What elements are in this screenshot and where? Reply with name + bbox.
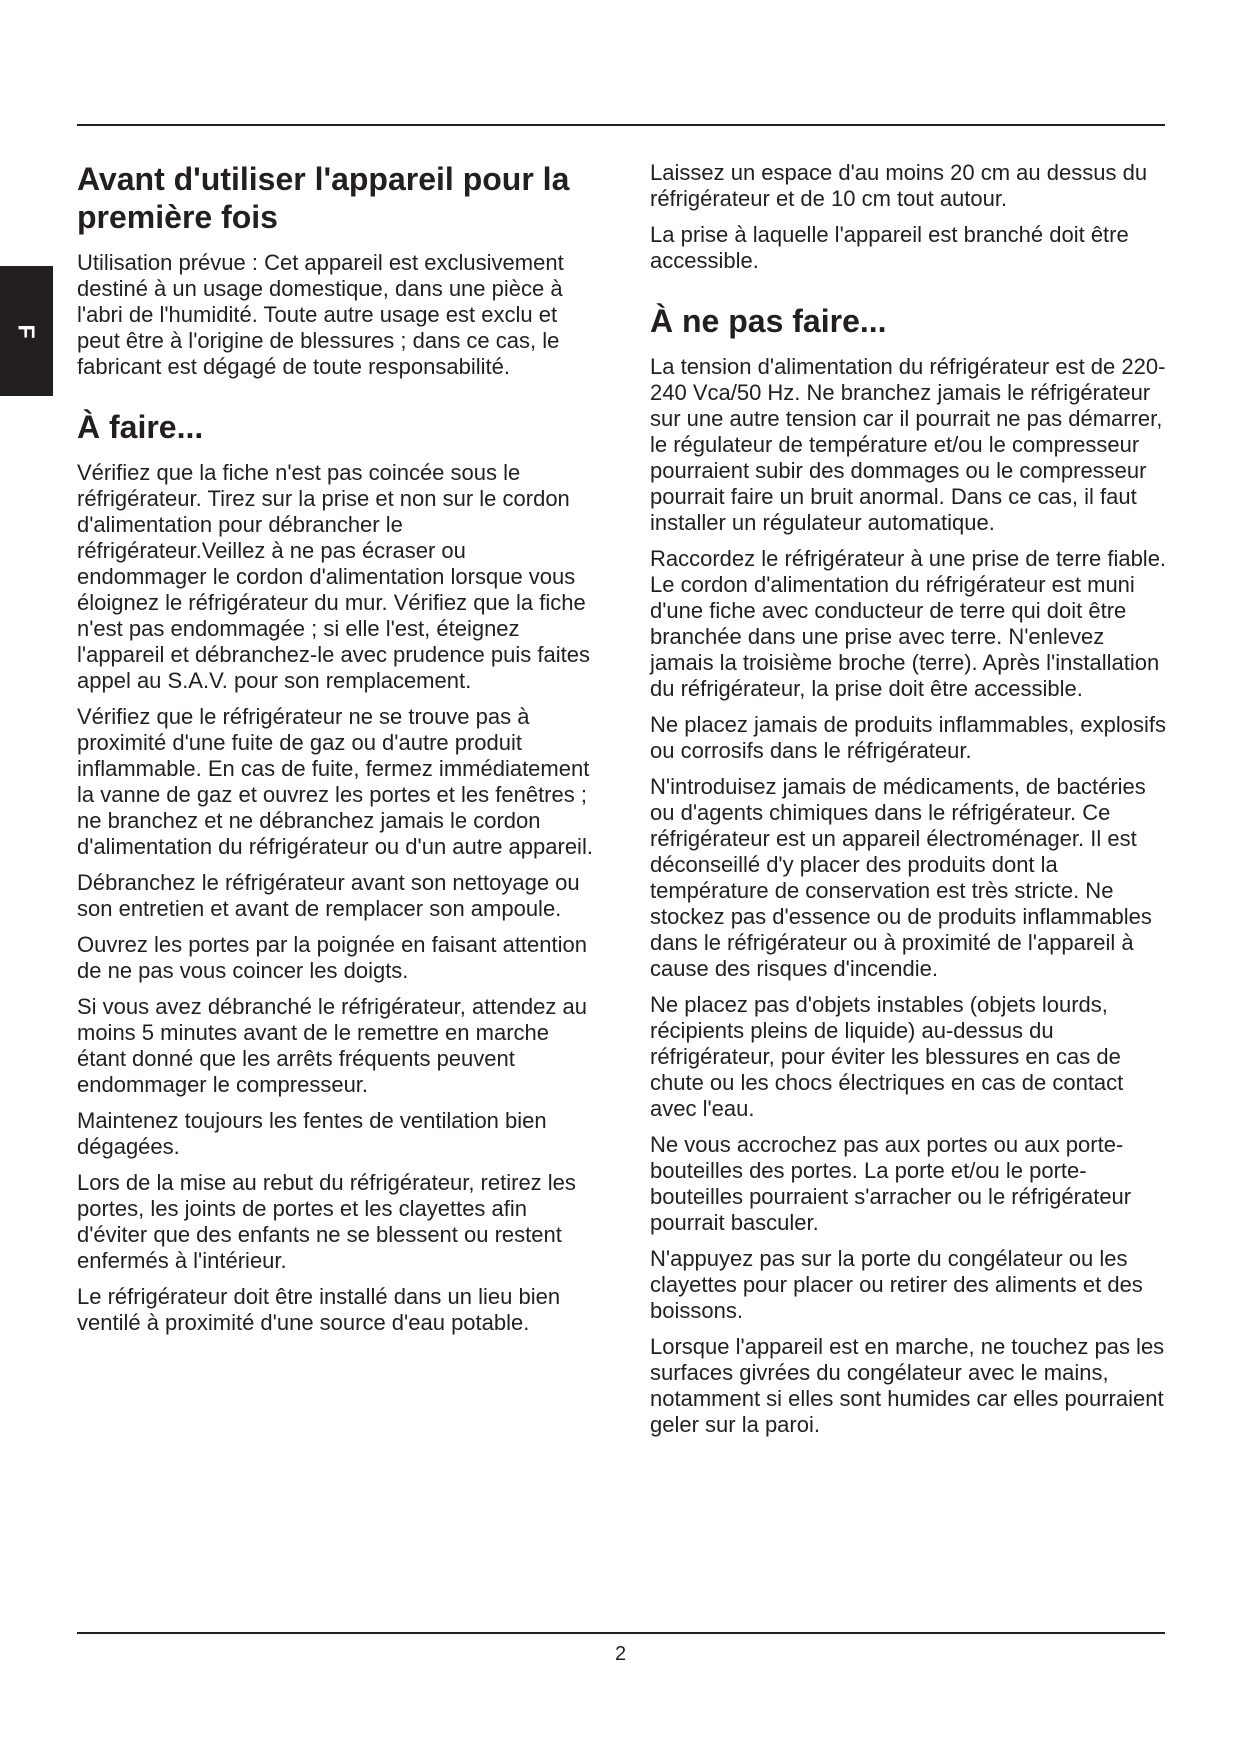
section-title-before-first-use: Avant d'utiliser l'appareil pour la première fois [77, 161, 570, 235]
donts-paragraph: N'introduisez jamais de médicaments, de bactéries ou d'agents chimiques dans le réfrigérateur. Ce réfrigérateur est un appareil électroménager. Il est déconseillé d'y placer des produits dont la température de conservation est très stricte. Ne stockez pas d'essence ou de produits inflammables dans le réfrigérateur ou à proximité de l'appareil à cause des risques d'incendie. [650, 774, 1152, 981]
dos-paragraph: Le réfrigérateur doit être installé dans un lieu bien ventilé à proximité d'une source d'eau potable. [77, 1284, 561, 1335]
donts-paragraph: La tension d'alimentation du réfrigérateur est de 220-240 Vca/50 Hz. Ne branchez jamais le réfrigérateur sur une autre tension car il pourrait ne pas démarrer, le régulateur de température et/ou le compresseur pourraient subir des dommages ou le compresseur pourrait faire un bruit anormal. Dans ce cas, il faut installer un régulateur automatique. [650, 354, 1166, 535]
donts-paragraph: Ne placez pas d'objets instables (objets lourds, récipients pleins de liquide) au-dessus du réfrigérateur, pour éviter les blessures en cas de chute ou les chocs électriques en cas de contact avec l'eau. [650, 992, 1124, 1121]
dos-paragraph: Lors de la mise au rebut du réfrigérateur, retirez les portes, les joints de portes et les clayettes afin d'éviter que des enfants ne se blessent ou restent enfermés à l'intérieur. [77, 1170, 576, 1273]
language-tab [0, 266, 53, 396]
footer-rule [77, 1632, 1165, 1634]
right-column [650, 160, 1170, 1448]
donts-paragraph: Ne placez jamais de produits inflammables, explosifs ou corrosifs dans le réfrigérateur. [650, 712, 1167, 763]
donts-paragraph: Ne vous accrochez pas aux portes ou aux porte-bouteilles des portes. La porte et/ou le porte-bouteilles pourraient s'arracher ou le réfrigérateur pourrait basculer. [650, 1132, 1132, 1235]
dos-paragraph: Vérifiez que le réfrigérateur ne se trouve pas à proximité d'une fuite de gaz ou d'autre produit inflammable. En cas de fuite, fermez immédiatement la vanne de gaz et ouvrez les portes et les fenêtres ; ne branchez et ne débranchez jamais le cordon d'alimentation du réfrigérateur ou d'un autre appareil. [77, 704, 593, 859]
language-tab-label: F [14, 323, 40, 339]
dos-paragraph: Maintenez toujours les fentes de ventilation bien dégagées. [77, 1108, 547, 1159]
page-number: 2 [614, 1643, 627, 1665]
dos-paragraph: Ouvrez les portes par la poignée en faisant attention de ne pas vous coincer les doigts. [77, 932, 587, 983]
donts-paragraph: Lorsque l'appareil est en marche, ne touchez pas les surfaces givrées du congélateur avec le mains, notamment si elles sont humides car elles pourraient geler sur la paroi. [650, 1334, 1165, 1437]
header-rule [77, 124, 1165, 126]
dos-paragraph: Débranchez le réfrigérateur avant son nettoyage ou son entretien et avant de remplacer son ampoule. [77, 870, 580, 921]
socket-access-paragraph: La prise à laquelle l'appareil est branché doit être accessible. [650, 222, 1129, 273]
clearance-paragraph: Laissez un espace d'au moins 20 cm au dessus du réfrigérateur et de 10 cm tout autour. [650, 160, 1148, 211]
dos-paragraph: Si vous avez débranché le réfrigérateur, attendez au moins 5 minutes avant de le remettre en marche étant donné que les arrêts fréquents peuvent endommager le compresseur. [77, 994, 587, 1097]
dos-paragraph: Vérifiez que la fiche n'est pas coincée sous le réfrigérateur. Tirez sur la prise et non sur le cordon d'alimentation pour débrancher le réfrigérateur.Veillez à ne pas écraser ou endommager le cordon d'alimentation lorsque vous éloignez le réfrigérateur du mur. Vérifiez que la fiche n'est pas endommagée ; si elle l'est, éteignez l'appareil et débranchez-le avec prudence puis faites appel au S.A.V. pour son remplacement. [77, 460, 590, 693]
intended-use-paragraph: Utilisation prévue : Cet appareil est exclusivement destiné à un usage domestique, dans une pièce à l'abri de l'humidité. Toute autre usage est exclu et peut être à l'origine de blessures ; dans ce cas, le fabricant est dégagé de toute responsabilité. [77, 250, 564, 379]
left-column [77, 160, 597, 1346]
donts-paragraph: N'appuyez pas sur la porte du congélateur ou les clayettes pour placer ou retirer des aliments et des boissons. [650, 1246, 1143, 1323]
donts-paragraph: Raccordez le réfrigérateur à une prise de terre fiable. Le cordon d'alimentation du réfrigérateur est muni d'une fiche avec conducteur de terre qui doit être branchée dans une prise avec terre. N'enlevez jamais la troisième broche (terre). Après l'installation du réfrigérateur, la prise doit être accessible. [650, 546, 1167, 701]
section-title-donts: À ne pas faire... [650, 303, 887, 339]
section-title-dos: À faire... [77, 409, 204, 445]
